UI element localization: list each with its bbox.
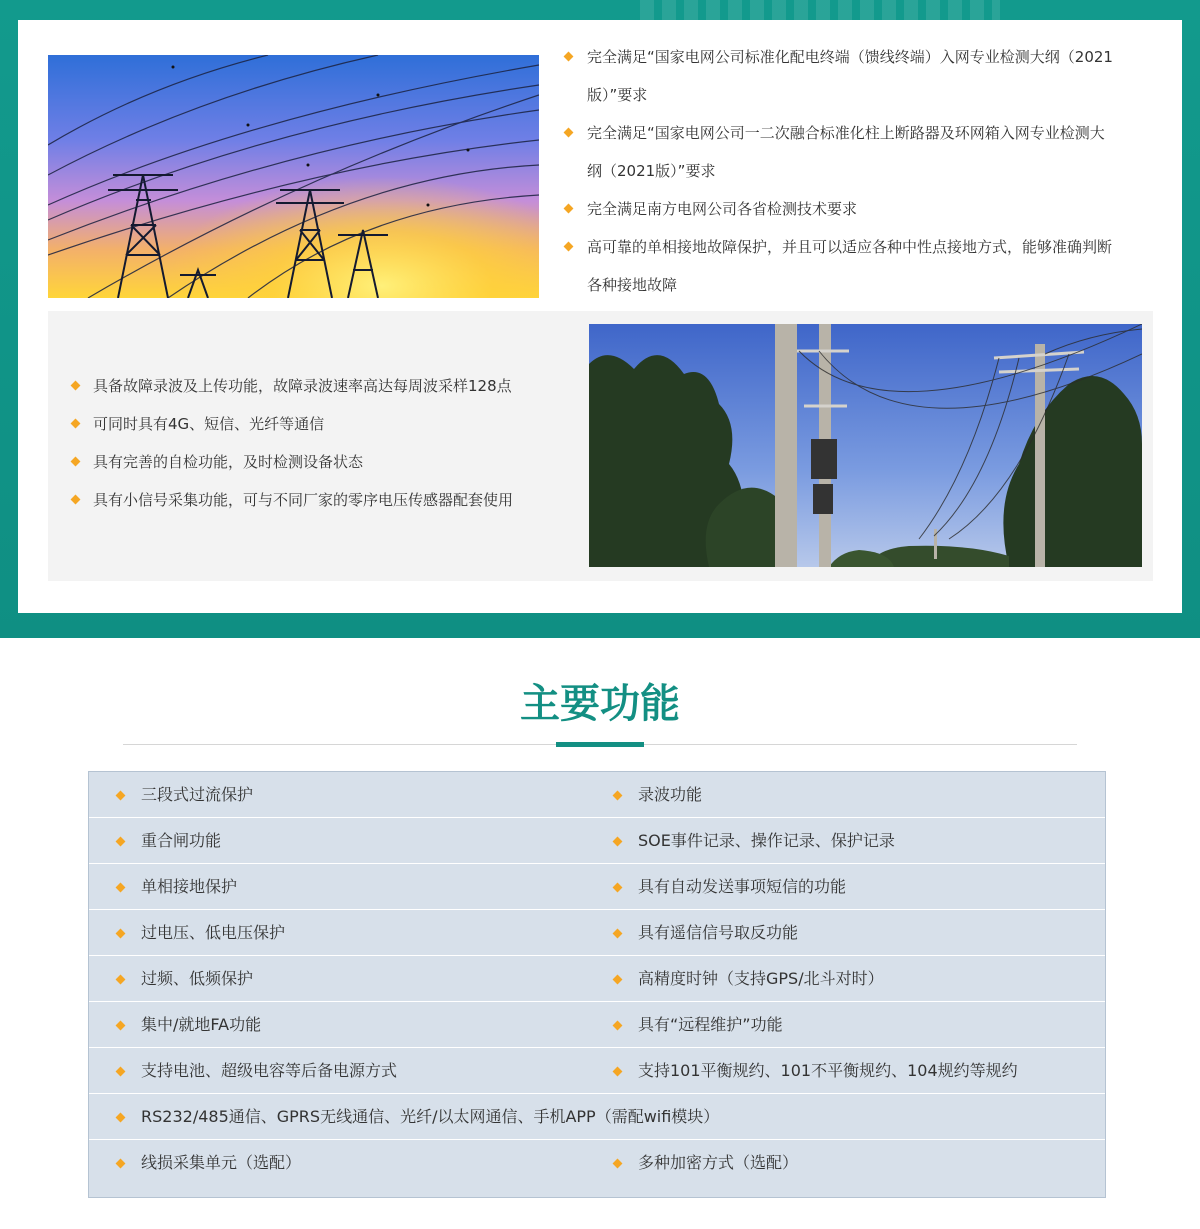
- transmission-towers-photo: [48, 55, 539, 298]
- bullet-diamond-icon: [564, 204, 574, 214]
- list-item: 高可靠的单相接地故障保护，并且可以适应各种中性点接地方式，能够准确判断: [565, 228, 1155, 266]
- bullet-diamond-icon: [116, 837, 126, 847]
- compliance-list: [565, 38, 1155, 304]
- list-item: 具备故障录波及上传功能，故障录波速率高达每周波采样128点: [72, 367, 572, 405]
- table-cell: 具有自动发送事项短信的功能: [586, 864, 1106, 910]
- bullet-diamond-icon: [116, 1067, 126, 1077]
- table-cell: 多种加密方式（选配）: [586, 1140, 1106, 1186]
- bullet-diamond-icon: [116, 1021, 126, 1031]
- bullet-diamond-icon: [71, 381, 81, 391]
- bullet-diamond-icon: [116, 1159, 126, 1169]
- decorative-stripes: [640, 0, 1000, 20]
- table-cell: RS232/485通信、GPRS无线通信、光纤/以太网通信、手机APP（需配wifi模块）: [89, 1094, 1105, 1140]
- capability-list: [72, 367, 572, 519]
- table-cell: 集中/就地FA功能: [89, 1002, 586, 1048]
- table-cell: 三段式过流保护: [89, 772, 586, 818]
- table-row: [89, 956, 1105, 1002]
- bullet-diamond-icon: [613, 837, 623, 847]
- table-row: [89, 1048, 1105, 1094]
- table-cell: 单相接地保护: [89, 864, 586, 910]
- bullet-diamond-icon: [613, 791, 623, 801]
- bullet-diamond-icon: [116, 929, 126, 939]
- table-cell: 过频、低频保护: [89, 956, 586, 1002]
- bullet-diamond-icon: [116, 791, 126, 801]
- list-item: 完全满足南方电网公司各省检测技术要求: [565, 190, 1155, 228]
- table-row: [89, 864, 1105, 910]
- table-cell: 重合闸功能: [89, 818, 586, 864]
- table-row: [89, 1094, 1105, 1140]
- table-cell: 具有“远程维护”功能: [586, 1002, 1106, 1048]
- table-row: [89, 772, 1105, 818]
- list-item: 具有完善的自检功能，及时检测设备状态: [72, 443, 572, 481]
- list-item: 可同时具有4G、短信、光纤等通信: [72, 405, 572, 443]
- table-cell: 高精度时钟（支持GPS/北斗对时）: [586, 956, 1106, 1002]
- bullet-diamond-icon: [71, 457, 81, 467]
- bullet-diamond-icon: [613, 1067, 623, 1077]
- bullet-diamond-icon: [613, 929, 623, 939]
- list-item: 完全满足“国家电网公司一二次融合标准化柱上断路器及环网箱入网专业检测大: [565, 114, 1155, 152]
- bullet-diamond-icon: [71, 495, 81, 505]
- table-row: [89, 1140, 1105, 1186]
- bullet-diamond-icon: [613, 975, 623, 985]
- table-row: [89, 1002, 1105, 1048]
- table-cell: 支持101平衡规约、101不平衡规约、104规约等规约: [586, 1048, 1106, 1094]
- table-row: [89, 818, 1105, 864]
- title-accent-bar: [556, 742, 644, 747]
- table-row: [89, 910, 1105, 956]
- section-title: 主要功能: [520, 681, 680, 727]
- list-item: 完全满足“国家电网公司标准化配电终端（馈线终端）入网专业检测大纲（2021: [565, 38, 1155, 76]
- list-item: 具有小信号采集功能，可与不同厂家的零序电压传感器配套使用: [72, 481, 572, 519]
- bullet-diamond-icon: [116, 975, 126, 985]
- table-cell: 支持电池、超级电容等后备电源方式: [89, 1048, 586, 1094]
- bullet-diamond-icon: [564, 52, 574, 62]
- bullet-diamond-icon: [116, 1113, 126, 1123]
- bullet-diamond-icon: [564, 242, 574, 252]
- table-cell: 录波功能: [586, 772, 1106, 818]
- list-item: 纲（2021版）”要求: [587, 162, 716, 180]
- table-cell: 过电压、低电压保护: [89, 910, 586, 956]
- bullet-diamond-icon: [613, 883, 623, 893]
- bullet-diamond-icon: [116, 883, 126, 893]
- utility-poles-photo: [589, 324, 1142, 567]
- list-item: 各种接地故障: [587, 276, 678, 294]
- functions-table: [88, 771, 1106, 1198]
- bullet-diamond-icon: [613, 1159, 623, 1169]
- bullet-diamond-icon: [71, 419, 81, 429]
- table-cell: SOE事件记录、操作记录、保护记录: [586, 818, 1106, 864]
- bullet-diamond-icon: [613, 1021, 623, 1031]
- bullet-diamond-icon: [564, 128, 574, 138]
- list-item: 版）”要求: [587, 86, 648, 104]
- table-cell: 线损采集单元（选配）: [89, 1140, 586, 1186]
- table-cell: 具有遥信信号取反功能: [586, 910, 1106, 956]
